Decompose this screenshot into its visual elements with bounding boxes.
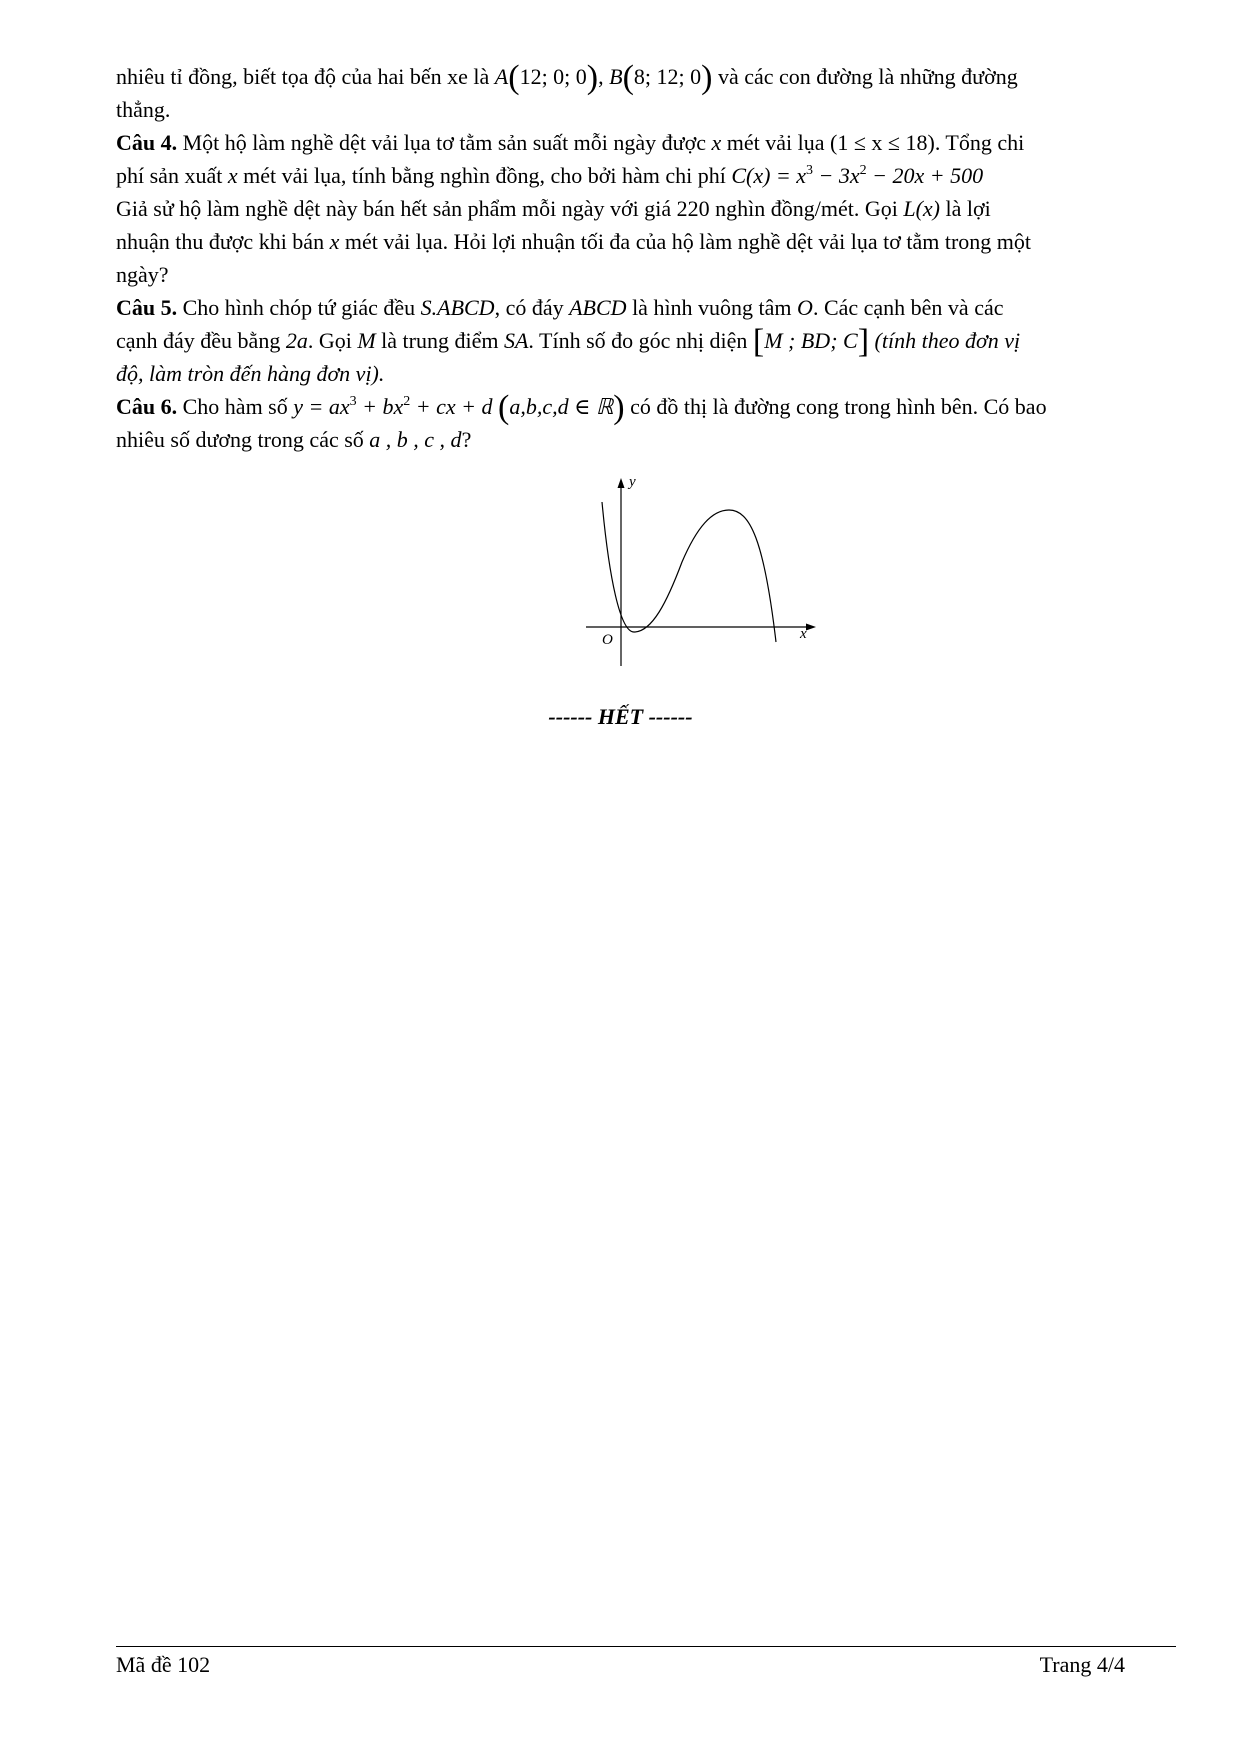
question-5-label: Câu 5. <box>116 295 178 320</box>
coefficient-condition: (a,b,c,d ∈ ℝ) <box>497 389 625 426</box>
cost-function: $C(x) = x^3 - 3x^2 - 20x + 500$ <box>731 163 984 188</box>
exam-code: Mã đề 102 <box>116 1652 211 1677</box>
origin-label: O <box>602 632 613 648</box>
y-axis-label: y <box>629 474 636 490</box>
x-axis-label: x <box>800 626 807 642</box>
exam-content <box>116 60 1176 456</box>
y-axis-arrow <box>618 478 625 488</box>
end-mark: ------ HẾT ------ <box>548 704 693 729</box>
cubic-graph <box>572 472 822 672</box>
question-4: Câu 4. Một hộ làm nghề dệt vải lụa tơ tằm sản suất mỗi ngày được x mét vải lụa (1 ≤ x ≤ 18). Tổng chi phí sản xuất x mét vải lụa, tính bằng nghìn đồng, cho bởi hàm chi phí $C(x) = x^3 - 3x^2 - 20x + 500$ Giả sử hộ làm nghề dệt này bán hết sản phẩm mỗi ngày với giá 220 nghìn đồng/mét. Gọi L(x) là lợi nhuận thu được khi bán x mét vải lụa. Hỏi lợi nhuận tối đa của hộ làm nghề dệt vải lụa tơ tằm trong một ngày? <box>116 130 1032 287</box>
footer-divider <box>116 1646 1176 1647</box>
question-5: Câu 5. Cho hình chóp tứ giác đều S.ABCD, có đáy ABCD là hình vuông tâm O. Các cạnh bên và các cạnh đáy đều bằng 2a. Gọi M là trung điểm SA. Tính số đo góc nhị diện [M ; BD; C] (tính theo đơn vị độ, làm tròn đến hàng đơn vị). <box>116 295 1021 386</box>
question-3-continuation: nhiêu tỉ đồng, biết tọa độ của hai bến xe là A(12; 0; 0), B(8; 12; 0) và các con đường là những đường thẳng. <box>116 59 1018 122</box>
range-condition: (1 ≤ x ≤ 18) <box>830 130 935 155</box>
cubic-curve <box>602 502 776 642</box>
x-axis-arrow <box>806 624 816 631</box>
cubic-function: $y = ax^3 + bx^2$ + cx + d <box>293 394 493 419</box>
question-6: Câu 6. Cho hàm số $y = ax^3 + bx^2$ + cx + d (a,b,c,d ∈ ℝ) có đồ thị là đường cong trong hình bên. Có bao nhiêu số dương trong các số a , b , c , d? <box>116 389 1047 452</box>
profit-function: L(x) <box>903 196 940 221</box>
question-4-label: Câu 4. <box>116 130 178 155</box>
dihedral-angle: [M ; BD; C] <box>752 323 870 360</box>
page-number: Trang 4/4 <box>1039 1652 1125 1677</box>
point-a: A(12; 0; 0) <box>494 59 599 96</box>
question-6-label: Câu 6. <box>116 394 178 419</box>
point-b: B(8; 12; 0) <box>609 59 713 96</box>
